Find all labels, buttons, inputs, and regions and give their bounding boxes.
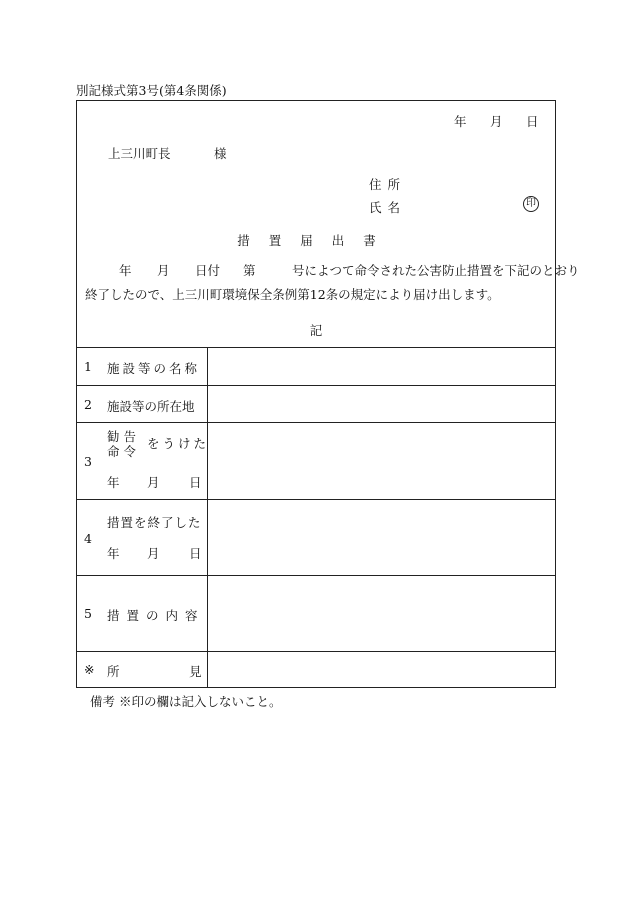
body-year: 年 xyxy=(119,263,132,278)
row-label-kanji-top: 勧告 xyxy=(107,429,141,444)
row-divider xyxy=(77,422,555,423)
row-number: 3 xyxy=(84,454,92,469)
addressee-suffix: 様 xyxy=(214,146,227,161)
row-label-kanji-bottom: 命令 xyxy=(107,444,141,459)
row-date-year: 年 xyxy=(107,475,120,490)
row-mark: ※ xyxy=(84,662,95,677)
row-divider xyxy=(77,575,555,576)
body-month: 月 xyxy=(157,263,170,278)
body-line-1-text: 号によつて命令された公害防止措置を下記のとおり xyxy=(292,263,580,278)
document-title: 措置届出書 xyxy=(237,233,395,248)
date-day-label: 日 xyxy=(526,114,539,129)
body-day-dated: 日付 xyxy=(195,263,221,278)
row-date-month: 月 xyxy=(147,546,160,561)
row-divider xyxy=(77,385,555,386)
name-label: 氏名 xyxy=(369,200,407,215)
form-caption: 別記様式第3号(第4条関係) xyxy=(76,83,227,98)
ki-heading: 記 xyxy=(309,323,323,338)
date-month-label: 月 xyxy=(490,114,503,129)
row-label: 施設等の所在地 xyxy=(107,399,195,414)
addressee: 上三川町長 xyxy=(108,146,171,161)
row-date-day: 日 xyxy=(189,546,202,561)
row-number: 1 xyxy=(84,359,92,374)
row-label: 措置を終了した xyxy=(107,515,202,530)
body-number-prefix: 第 xyxy=(243,263,256,278)
row-date-day: 日 xyxy=(189,475,202,490)
row-divider xyxy=(77,651,555,652)
column-divider xyxy=(207,347,208,687)
row-date-month: 月 xyxy=(147,475,160,490)
row-date-year: 年 xyxy=(107,546,120,561)
seal-mark: 印 xyxy=(523,196,539,212)
row-divider xyxy=(77,499,555,500)
body-text-line-2: 終了したので、上三川町環境保全条例第12条の規定により届け出します。 xyxy=(85,287,500,302)
row-number: 4 xyxy=(84,531,92,546)
row-number: 5 xyxy=(84,606,92,621)
row-label-suffix: をうけた xyxy=(147,436,210,451)
row-label-b: 見 xyxy=(189,664,202,679)
row-label-a: 所 xyxy=(107,664,120,679)
footnote: 備考 ※印の欄は記入しないこと。 xyxy=(90,694,282,709)
address-label: 住所 xyxy=(369,177,407,192)
row-label: 措置の内容 xyxy=(107,608,205,623)
date-year-label: 年 xyxy=(454,114,467,129)
table-top-border xyxy=(77,347,555,348)
notification-form xyxy=(76,100,580,688)
row-number: 2 xyxy=(84,397,92,412)
row-label: 施設等の名称 xyxy=(107,361,201,376)
